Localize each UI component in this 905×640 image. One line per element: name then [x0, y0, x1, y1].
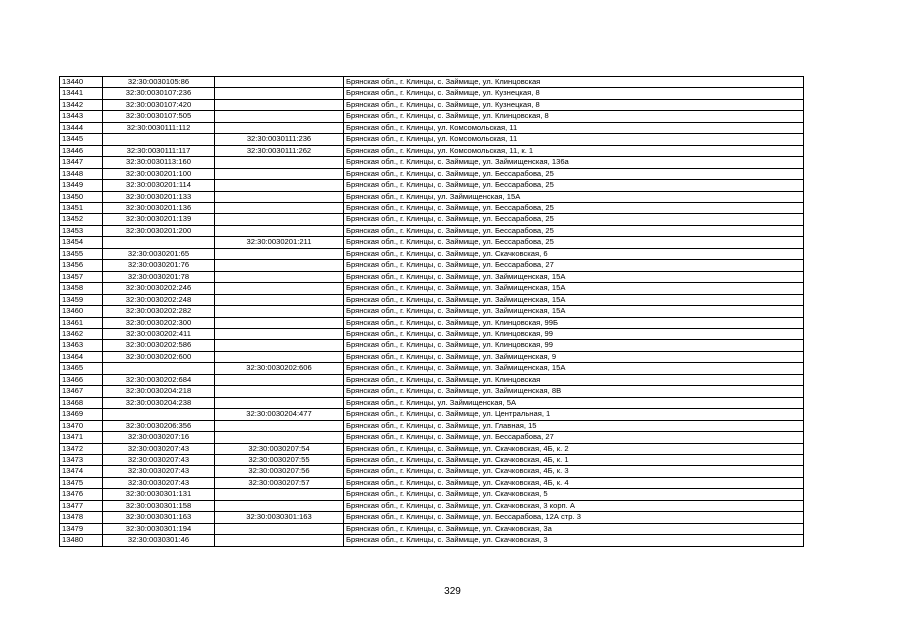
cadastral-number-cell: 32:30:0030207:43 [103, 443, 215, 454]
row-number-cell: 13477 [60, 500, 103, 511]
table-row [60, 489, 804, 500]
address-cell: Брянская обл., г. Клинцы, ул. Займищенская, 15А [344, 191, 804, 202]
cadastral-number-cell [103, 134, 215, 145]
address-cell: Брянская обл., г. Клинцы, с. Займище, ул. Скачковская, 4Б, к. 2 [344, 443, 804, 454]
parent-cadastral-number-cell [215, 260, 344, 271]
address-cell: Брянская обл., г. Клинцы, с. Займище, ул. Займищенская, 136а [344, 157, 804, 168]
cadastral-number-cell: 32:30:0030301:163 [103, 512, 215, 523]
parent-cadastral-number-cell [215, 122, 344, 133]
row-number-cell: 13453 [60, 225, 103, 236]
table-row [60, 260, 804, 271]
table-row [60, 168, 804, 179]
cadastral-number-cell: 32:30:0030202:282 [103, 306, 215, 317]
address-cell: Брянская обл., г. Клинцы, с. Займище, ул. Главная, 15 [344, 420, 804, 431]
table-row [60, 214, 804, 225]
cadastral-number-cell: 32:30:0030202:411 [103, 328, 215, 339]
row-number-cell: 13454 [60, 237, 103, 248]
table-row [60, 523, 804, 534]
parent-cadastral-number-cell [215, 386, 344, 397]
address-cell: Брянская обл., г. Клинцы, с. Займище, ул. Займищенская, 8В [344, 386, 804, 397]
address-cell: Брянская обл., г. Клинцы, ул. Комсомольская, 11 [344, 134, 804, 145]
row-number-cell: 13441 [60, 88, 103, 99]
address-cell: Брянская обл., г. Клинцы, с. Займище, ул. Займищенская, 15А [344, 306, 804, 317]
table-row [60, 111, 804, 122]
row-number-cell: 13469 [60, 409, 103, 420]
table-row [60, 397, 804, 408]
parent-cadastral-number-cell [215, 328, 344, 339]
address-cell: Брянская обл., г. Клинцы, с. Займище, ул. Клинцовская, 8 [344, 111, 804, 122]
row-number-cell: 13459 [60, 294, 103, 305]
table-row [60, 145, 804, 156]
table-row [60, 283, 804, 294]
table-row [60, 500, 804, 511]
cadastral-number-cell: 32:30:0030201:139 [103, 214, 215, 225]
address-cell: Брянская обл., г. Клинцы, с. Займище, ул. Бессарабова, 25 [344, 168, 804, 179]
address-cell: Брянская обл., г. Клинцы, с. Займище, ул. Скачковская, 6 [344, 248, 804, 259]
cadastral-number-cell: 32:30:0030107:505 [103, 111, 215, 122]
row-number-cell: 13450 [60, 191, 103, 202]
cadastral-number-cell: 32:30:0030207:16 [103, 432, 215, 443]
parent-cadastral-number-cell [215, 432, 344, 443]
cadastral-number-cell: 32:30:0030201:65 [103, 248, 215, 259]
parent-cadastral-number-cell: 32:30:0030301:163 [215, 512, 344, 523]
row-number-cell: 13451 [60, 202, 103, 213]
cadastral-number-cell: 32:30:0030107:420 [103, 99, 215, 110]
parent-cadastral-number-cell [215, 317, 344, 328]
table-row [60, 432, 804, 443]
address-cell: Брянская обл., г. Клинцы, с. Займище, ул. Кузнецкая, 8 [344, 88, 804, 99]
cadastral-number-cell: 32:30:0030105:86 [103, 77, 215, 88]
parent-cadastral-number-cell: 32:30:0030207:56 [215, 466, 344, 477]
parent-cadastral-number-cell: 32:30:0030207:57 [215, 477, 344, 488]
table-row [60, 454, 804, 465]
address-cell: Брянская обл., г. Клинцы, с. Займище, ул. Бессарабова, 25 [344, 180, 804, 191]
cadastral-number-cell: 32:30:0030204:238 [103, 397, 215, 408]
parent-cadastral-number-cell [215, 283, 344, 294]
cadastral-number-cell: 32:30:0030201:100 [103, 168, 215, 179]
row-number-cell: 13473 [60, 454, 103, 465]
parent-cadastral-number-cell [215, 489, 344, 500]
parent-cadastral-number-cell [215, 202, 344, 213]
table-row [60, 237, 804, 248]
row-number-cell: 13456 [60, 260, 103, 271]
row-number-cell: 13446 [60, 145, 103, 156]
parent-cadastral-number-cell [215, 523, 344, 534]
cadastral-number-cell: 32:30:0030107:236 [103, 88, 215, 99]
cadastral-number-cell: 32:30:0030301:131 [103, 489, 215, 500]
cadastral-number-cell: 32:30:0030207:43 [103, 466, 215, 477]
parent-cadastral-number-cell [215, 351, 344, 362]
cadastral-number-cell: 32:30:0030202:246 [103, 283, 215, 294]
cadastral-number-cell: 32:30:0030201:114 [103, 180, 215, 191]
cadastral-number-cell [103, 363, 215, 374]
page-number: 329 [444, 586, 461, 597]
row-number-cell: 13444 [60, 122, 103, 133]
address-cell: Брянская обл., г. Клинцы, с. Займище, ул. Займищенская, 15А [344, 283, 804, 294]
table-row [60, 363, 804, 374]
parent-cadastral-number-cell [215, 77, 344, 88]
cadastral-number-cell [103, 237, 215, 248]
parent-cadastral-number-cell: 32:30:0030201:211 [215, 237, 344, 248]
parent-cadastral-number-cell [215, 99, 344, 110]
address-cell: Брянская обл., г. Клинцы, с. Займище, ул. Клинцовская [344, 374, 804, 385]
parent-cadastral-number-cell [215, 248, 344, 259]
table-row [60, 317, 804, 328]
parent-cadastral-number-cell [215, 168, 344, 179]
cadastral-number-cell: 32:30:0030301:194 [103, 523, 215, 534]
table-row [60, 340, 804, 351]
row-number-cell: 13461 [60, 317, 103, 328]
address-cell: Брянская обл., г. Клинцы, с. Займище, ул. Кузнецкая, 8 [344, 99, 804, 110]
row-number-cell: 13474 [60, 466, 103, 477]
row-number-cell: 13467 [60, 386, 103, 397]
address-cell: Брянская обл., г. Клинцы, с. Займище, ул. Бессарабова, 27 [344, 260, 804, 271]
row-number-cell: 13468 [60, 397, 103, 408]
address-cell: Брянская обл., г. Клинцы, с. Займище, ул. Центральная, 1 [344, 409, 804, 420]
parent-cadastral-number-cell: 32:30:0030111:236 [215, 134, 344, 145]
registry-table-body [60, 77, 804, 547]
table-row [60, 248, 804, 259]
address-cell: Брянская обл., г. Клинцы, с. Займище, ул. Скачковская, 3 корп. А [344, 500, 804, 511]
table-row [60, 386, 804, 397]
table-row [60, 88, 804, 99]
table-row [60, 535, 804, 546]
cadastral-number-cell: 32:30:0030202:586 [103, 340, 215, 351]
row-number-cell: 13464 [60, 351, 103, 362]
row-number-cell: 13476 [60, 489, 103, 500]
parent-cadastral-number-cell [215, 397, 344, 408]
parent-cadastral-number-cell [215, 225, 344, 236]
address-cell: Брянская обл., г. Клинцы, с. Займище, ул. Клинцовская [344, 77, 804, 88]
cadastral-number-cell: 32:30:0030201:78 [103, 271, 215, 282]
row-number-cell: 13478 [60, 512, 103, 523]
address-cell: Брянская обл., г. Клинцы, с. Займище, ул. Скачковская, 5 [344, 489, 804, 500]
address-cell: Брянская обл., г. Клинцы, с. Займище, ул. Клинцовская, 99 [344, 328, 804, 339]
address-cell: Брянская обл., г. Клинцы, с. Займище, ул. Займищенская, 15А [344, 294, 804, 305]
cadastral-number-cell: 32:30:0030201:133 [103, 191, 215, 202]
parent-cadastral-number-cell [215, 535, 344, 546]
table-row [60, 512, 804, 523]
parent-cadastral-number-cell: 32:30:0030111:262 [215, 145, 344, 156]
address-cell: Брянская обл., г. Клинцы, с. Займище, ул. Бессарабова, 25 [344, 225, 804, 236]
address-cell: Брянская обл., г. Клинцы, с. Займище, ул. Скачковская, 3а [344, 523, 804, 534]
parent-cadastral-number-cell [215, 214, 344, 225]
address-cell: Брянская обл., г. Клинцы, с. Займище, ул. Займищенская, 15А [344, 363, 804, 374]
parent-cadastral-number-cell [215, 271, 344, 282]
row-number-cell: 13457 [60, 271, 103, 282]
table-row [60, 225, 804, 236]
cadastral-number-cell: 32:30:0030113:160 [103, 157, 215, 168]
table-row [60, 374, 804, 385]
table-row [60, 409, 804, 420]
parent-cadastral-number-cell [215, 306, 344, 317]
address-cell: Брянская обл., г. Клинцы, с. Займище, ул. Бессарабова, 25 [344, 237, 804, 248]
cadastral-number-cell [103, 409, 215, 420]
cadastral-number-cell: 32:30:0030202:300 [103, 317, 215, 328]
row-number-cell: 13458 [60, 283, 103, 294]
table-row [60, 294, 804, 305]
table-row [60, 157, 804, 168]
row-number-cell: 13460 [60, 306, 103, 317]
row-number-cell: 13471 [60, 432, 103, 443]
cadastral-number-cell: 32:30:0030201:76 [103, 260, 215, 271]
address-cell: Брянская обл., г. Клинцы, с. Займище, ул. Скачковская, 4Б, к. 4 [344, 477, 804, 488]
address-cell: Брянская обл., г. Клинцы, с. Займище, ул. Скачковская, 4Б, к. 1 [344, 454, 804, 465]
cadastral-number-cell: 32:30:0030202:248 [103, 294, 215, 305]
parent-cadastral-number-cell [215, 157, 344, 168]
parent-cadastral-number-cell [215, 374, 344, 385]
cadastral-number-cell: 32:30:0030301:158 [103, 500, 215, 511]
parent-cadastral-number-cell [215, 191, 344, 202]
row-number-cell: 13462 [60, 328, 103, 339]
parent-cadastral-number-cell: 32:30:0030202:606 [215, 363, 344, 374]
row-number-cell: 13455 [60, 248, 103, 259]
parent-cadastral-number-cell [215, 88, 344, 99]
address-cell: Брянская обл., г. Клинцы, с. Займище, ул. Клинцовская, 99 [344, 340, 804, 351]
address-cell: Брянская обл., г. Клинцы, с. Займище, ул. Займищенская, 15А [344, 271, 804, 282]
table-row [60, 466, 804, 477]
table-row [60, 99, 804, 110]
cadastral-number-cell: 32:30:0030201:136 [103, 202, 215, 213]
address-cell: Брянская обл., г. Клинцы, с. Займище, ул. Клинцовская, 99Б [344, 317, 804, 328]
table-row [60, 134, 804, 145]
parent-cadastral-number-cell [215, 500, 344, 511]
table-row [60, 477, 804, 488]
cadastral-number-cell: 32:30:0030206:356 [103, 420, 215, 431]
cadastral-number-cell: 32:30:0030204:218 [103, 386, 215, 397]
address-cell: Брянская обл., г. Клинцы, ул. Комсомольская, 11, к. 1 [344, 145, 804, 156]
address-cell: Брянская обл., г. Клинцы, ул. Комсомольская, 11 [344, 122, 804, 133]
address-cell: Брянская обл., г. Клинцы, с. Займище, ул. Скачковская, 3 [344, 535, 804, 546]
cadastral-number-cell: 32:30:0030111:117 [103, 145, 215, 156]
row-number-cell: 13479 [60, 523, 103, 534]
registry-table [59, 76, 804, 547]
parent-cadastral-number-cell [215, 340, 344, 351]
parent-cadastral-number-cell: 32:30:0030204:477 [215, 409, 344, 420]
address-cell: Брянская обл., г. Клинцы, с. Займище, ул. Скачковская, 4Б, к. 3 [344, 466, 804, 477]
cadastral-number-cell: 32:30:0030202:600 [103, 351, 215, 362]
table-row [60, 443, 804, 454]
address-cell: Брянская обл., г. Клинцы, с. Займище, ул. Бессарабова, 25 [344, 202, 804, 213]
table-row [60, 351, 804, 362]
row-number-cell: 13470 [60, 420, 103, 431]
row-number-cell: 13465 [60, 363, 103, 374]
address-cell: Брянская обл., г. Клинцы, ул. Займищенская, 5А [344, 397, 804, 408]
cadastral-number-cell: 32:30:0030111:112 [103, 122, 215, 133]
row-number-cell: 13475 [60, 477, 103, 488]
cadastral-number-cell: 32:30:0030301:46 [103, 535, 215, 546]
row-number-cell: 13443 [60, 111, 103, 122]
row-number-cell: 13445 [60, 134, 103, 145]
address-cell: Брянская обл., г. Клинцы, с. Займище, ул. Бессарабова, 25 [344, 214, 804, 225]
cadastral-number-cell: 32:30:0030207:43 [103, 477, 215, 488]
parent-cadastral-number-cell [215, 111, 344, 122]
row-number-cell: 13472 [60, 443, 103, 454]
row-number-cell: 13447 [60, 157, 103, 168]
row-number-cell: 13442 [60, 99, 103, 110]
parent-cadastral-number-cell [215, 180, 344, 191]
row-number-cell: 13463 [60, 340, 103, 351]
row-number-cell: 13449 [60, 180, 103, 191]
row-number-cell: 13452 [60, 214, 103, 225]
row-number-cell: 13440 [60, 77, 103, 88]
table-row [60, 306, 804, 317]
table-row [60, 122, 804, 133]
cadastral-number-cell: 32:30:0030207:43 [103, 454, 215, 465]
address-cell: Брянская обл., г. Клинцы, с. Займище, ул. Займищенская, 9 [344, 351, 804, 362]
row-number-cell: 13480 [60, 535, 103, 546]
table-row [60, 420, 804, 431]
table-row [60, 202, 804, 213]
table-row [60, 271, 804, 282]
address-cell: Брянская обл., г. Клинцы, с. Займище, ул. Бессарабова, 27 [344, 432, 804, 443]
row-number-cell: 13448 [60, 168, 103, 179]
address-cell: Брянская обл., г. Клинцы, с. Займище, ул. Бессарабова, 12А стр. 3 [344, 512, 804, 523]
table-row [60, 180, 804, 191]
table-row [60, 328, 804, 339]
parent-cadastral-number-cell [215, 294, 344, 305]
table-row [60, 77, 804, 88]
parent-cadastral-number-cell [215, 420, 344, 431]
row-number-cell: 13466 [60, 374, 103, 385]
parent-cadastral-number-cell: 32:30:0030207:55 [215, 454, 344, 465]
parent-cadastral-number-cell: 32:30:0030207:54 [215, 443, 344, 454]
cadastral-number-cell: 32:30:0030201:200 [103, 225, 215, 236]
table-row [60, 191, 804, 202]
cadastral-number-cell: 32:30:0030202:684 [103, 374, 215, 385]
